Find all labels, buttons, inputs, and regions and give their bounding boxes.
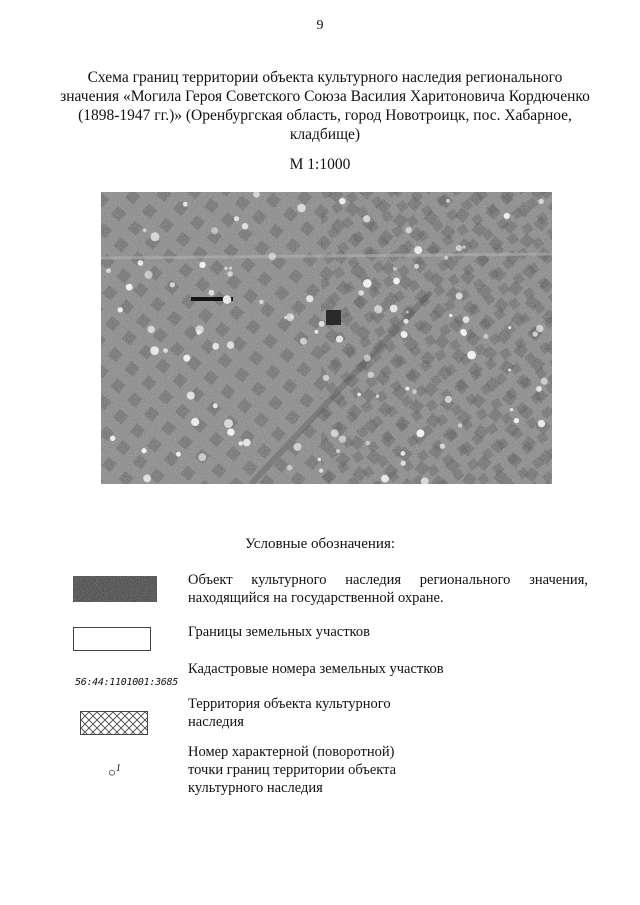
map-speckle bbox=[508, 326, 511, 329]
map-speckle bbox=[446, 199, 450, 203]
map-speckle bbox=[284, 316, 287, 319]
legend-symbol-cadastral-number: 56:44:1101001:3685 bbox=[75, 677, 178, 688]
map-speckle bbox=[212, 343, 219, 350]
map-speckle bbox=[300, 338, 307, 345]
map-speckle bbox=[227, 271, 233, 277]
map-speckle bbox=[290, 315, 293, 318]
map-speckle bbox=[393, 278, 400, 285]
map-speckle bbox=[287, 465, 293, 471]
map-speckle bbox=[406, 227, 412, 233]
legend-item-heritage-object: Объект культурного наследия регионального значения, находящийся на государственной охране. bbox=[188, 572, 588, 606]
map-speckle bbox=[106, 268, 111, 273]
map-speckle bbox=[143, 475, 151, 483]
map-speckle bbox=[199, 262, 205, 268]
map-speckle bbox=[297, 204, 306, 213]
map-speckle bbox=[339, 436, 346, 443]
map-speckle bbox=[533, 331, 538, 336]
map-speckle bbox=[405, 387, 409, 391]
legend-symbol-heritage-object bbox=[73, 576, 157, 602]
map-speckle bbox=[462, 246, 465, 249]
map-speckle bbox=[150, 346, 159, 355]
map-speckle bbox=[339, 198, 345, 204]
map-speckle bbox=[323, 375, 329, 381]
map-speckle bbox=[514, 418, 519, 423]
map-speckle bbox=[541, 378, 548, 385]
map-speckle bbox=[234, 216, 239, 221]
map-speckle bbox=[294, 443, 302, 451]
map-speckle bbox=[467, 351, 476, 360]
map-speckle bbox=[269, 253, 276, 260]
map-speckle bbox=[414, 264, 419, 269]
map-speckle bbox=[363, 279, 372, 288]
map-speckle bbox=[227, 341, 234, 348]
map-speckle bbox=[224, 419, 233, 428]
object-marker bbox=[326, 310, 341, 325]
map-speckle bbox=[363, 215, 370, 222]
map-speckle bbox=[138, 260, 144, 266]
map-speckle bbox=[504, 213, 510, 219]
map-speckle bbox=[414, 246, 422, 254]
map-speckle bbox=[170, 282, 175, 287]
map-speckle bbox=[213, 403, 218, 408]
page-number: 9 bbox=[316, 18, 324, 33]
legend-title: Условные обозначения: bbox=[244, 536, 396, 552]
map-speckle bbox=[239, 441, 243, 445]
map-speckle bbox=[126, 284, 133, 291]
map-speckle bbox=[211, 227, 218, 234]
map-speckle bbox=[141, 448, 146, 453]
map-speckle bbox=[401, 451, 406, 456]
map-speckle bbox=[358, 290, 364, 296]
map-speckle bbox=[191, 418, 199, 426]
map-speckle bbox=[368, 372, 374, 378]
map-speckle bbox=[209, 290, 215, 296]
map-speckle bbox=[412, 389, 417, 394]
map-speckle bbox=[148, 326, 155, 333]
map-speckle bbox=[224, 267, 228, 271]
map-speckle bbox=[456, 245, 462, 251]
map-speckle bbox=[183, 202, 188, 207]
map-speckle bbox=[456, 292, 463, 299]
map-speckle bbox=[393, 267, 397, 271]
map-speckle bbox=[390, 305, 398, 313]
map-speckle bbox=[444, 256, 448, 260]
scheme-title: Схема границ территории объекта культурного наследия регионального значения «Могила Героя Советского Союза Василия Харитоновича Кордюченко (1898-1947 гг.)» (Оренбургская область, город Новотроицк, пос. Хабарное, кладбище) bbox=[60, 69, 590, 143]
map-speckle bbox=[406, 311, 409, 314]
map-speckle bbox=[483, 334, 488, 339]
map-graphic bbox=[101, 192, 552, 484]
map-speckle bbox=[197, 330, 201, 334]
map-speckle bbox=[118, 307, 123, 312]
map-speckle bbox=[374, 305, 382, 313]
map-speckle bbox=[187, 392, 195, 400]
map-speckle bbox=[198, 453, 206, 461]
map-scale: М 1:1000 bbox=[289, 156, 351, 173]
map-speckle bbox=[243, 439, 251, 447]
map-speckle bbox=[538, 199, 543, 204]
legend-item-turning-point: Номер характерной (поворотной) точки границ территории объекта культурного наследия bbox=[188, 744, 397, 796]
map-speckle bbox=[536, 325, 544, 333]
map-speckle bbox=[336, 336, 343, 343]
cadastral-map-image bbox=[101, 192, 552, 484]
map-speckle bbox=[538, 420, 545, 427]
map-speckle bbox=[510, 408, 513, 411]
map-speckle bbox=[227, 428, 234, 435]
map-speckle bbox=[163, 348, 168, 353]
map-speckle bbox=[463, 316, 470, 323]
legend-item-land-borders: Границы земельных участков bbox=[188, 624, 370, 640]
map-speckle bbox=[315, 330, 319, 334]
map-speckle bbox=[381, 475, 389, 483]
map-speckle bbox=[445, 396, 452, 403]
map-speckle bbox=[376, 395, 379, 398]
map-speckle bbox=[319, 321, 325, 327]
map-speckle bbox=[259, 300, 263, 304]
legend-symbol-turning-point: ○$^1$ bbox=[108, 763, 121, 780]
map-speckle bbox=[242, 223, 249, 230]
map-speckle bbox=[364, 355, 371, 362]
map-speckle bbox=[449, 314, 452, 317]
map-speckle bbox=[417, 429, 425, 437]
map-speckle bbox=[318, 458, 321, 461]
map-speckle bbox=[458, 423, 462, 427]
map-speckle bbox=[145, 271, 153, 279]
map-speckle bbox=[176, 452, 181, 457]
map-speckle bbox=[183, 355, 190, 362]
legend-item-cadastral-numbers: Кадастровые номера земельных участков bbox=[188, 661, 444, 677]
map-speckle bbox=[401, 461, 406, 466]
map-speckle bbox=[508, 369, 511, 372]
legend-symbol-heritage-territory bbox=[80, 711, 148, 735]
map-speckle bbox=[365, 441, 370, 446]
map-speckle bbox=[357, 393, 361, 397]
map-speckle bbox=[229, 267, 232, 270]
map-speckle bbox=[319, 469, 323, 473]
map-speckle bbox=[223, 295, 232, 304]
map-speckle bbox=[331, 429, 339, 437]
turning-point-number: 1 bbox=[115, 763, 121, 774]
legend-item-heritage-territory: Территория объекта культурного наследия bbox=[188, 696, 391, 730]
map-speckle bbox=[306, 295, 313, 302]
legend-symbol-land-borders bbox=[73, 627, 151, 651]
map-speckle bbox=[404, 319, 409, 324]
map-speckle bbox=[150, 232, 159, 241]
map-speckle bbox=[536, 386, 542, 392]
map-speckle bbox=[401, 331, 408, 338]
map-speckle bbox=[110, 436, 115, 441]
map-speckle bbox=[143, 228, 147, 232]
map-speckle bbox=[440, 444, 445, 449]
map-speckle bbox=[462, 331, 467, 336]
map-speckle bbox=[336, 449, 340, 453]
